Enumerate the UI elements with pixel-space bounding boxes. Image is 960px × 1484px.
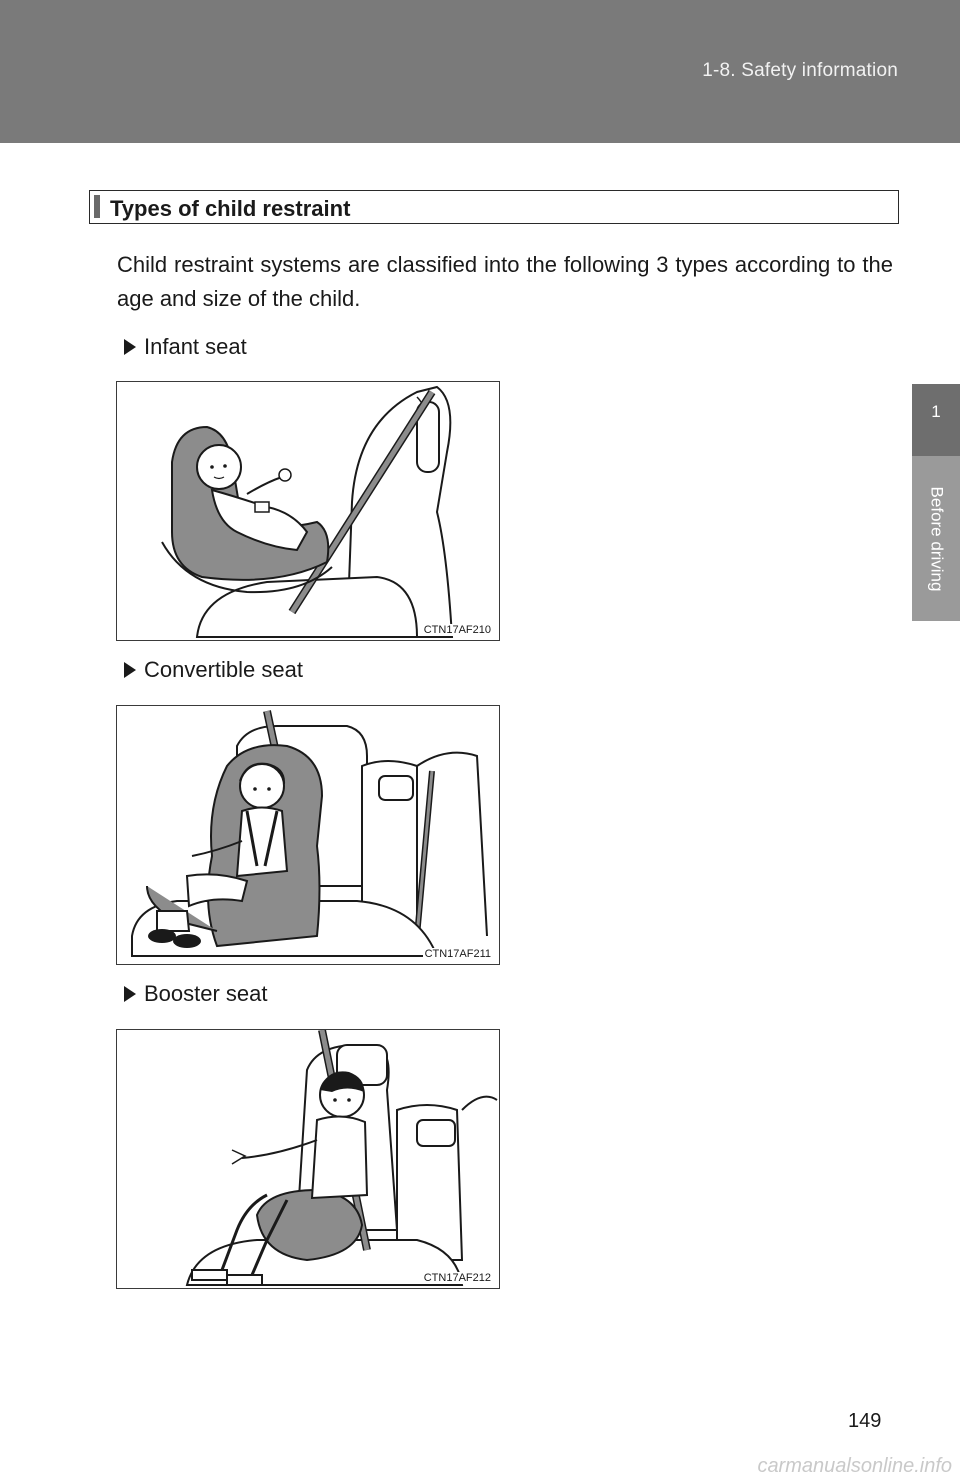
item-label: Convertible seat — [144, 657, 303, 682]
header-title: 1-8. Safety information — [702, 60, 898, 81]
figure-code: CTN17AF212 — [423, 1272, 491, 1284]
page-header — [0, 0, 960, 143]
figure-code: CTN17AF211 — [424, 948, 491, 960]
triangle-right-icon — [124, 339, 136, 355]
figure-code: CTN17AF210 — [423, 624, 491, 636]
convertible-seat-illustration — [117, 706, 500, 965]
item-label: Infant seat — [144, 334, 247, 359]
section-heading-box — [89, 190, 899, 224]
item-booster-seat — [124, 981, 268, 1007]
section-body: Child restraint systems are classified into the following 3 types according to the age and size of the child. — [117, 252, 893, 311]
section-title: Types of child restraint — [110, 196, 351, 221]
item-infant-seat — [124, 334, 247, 360]
chapter-label: Before driving — [927, 486, 947, 591]
chapter-number: 1 — [931, 402, 941, 421]
item-label: Booster seat — [144, 981, 268, 1006]
booster-seat-figure — [116, 1029, 500, 1289]
infant-seat-illustration — [117, 382, 500, 641]
triangle-right-icon — [124, 662, 136, 678]
booster-seat-illustration — [117, 1030, 500, 1289]
watermark: carmanualsonline.info — [757, 1455, 952, 1477]
convertible-seat-figure — [116, 705, 500, 965]
page-number: 149 — [848, 1410, 882, 1432]
item-convertible-seat — [124, 657, 303, 683]
infant-seat-figure — [116, 381, 500, 641]
chapter-label-wrap — [912, 456, 960, 621]
triangle-right-icon — [124, 986, 136, 1002]
